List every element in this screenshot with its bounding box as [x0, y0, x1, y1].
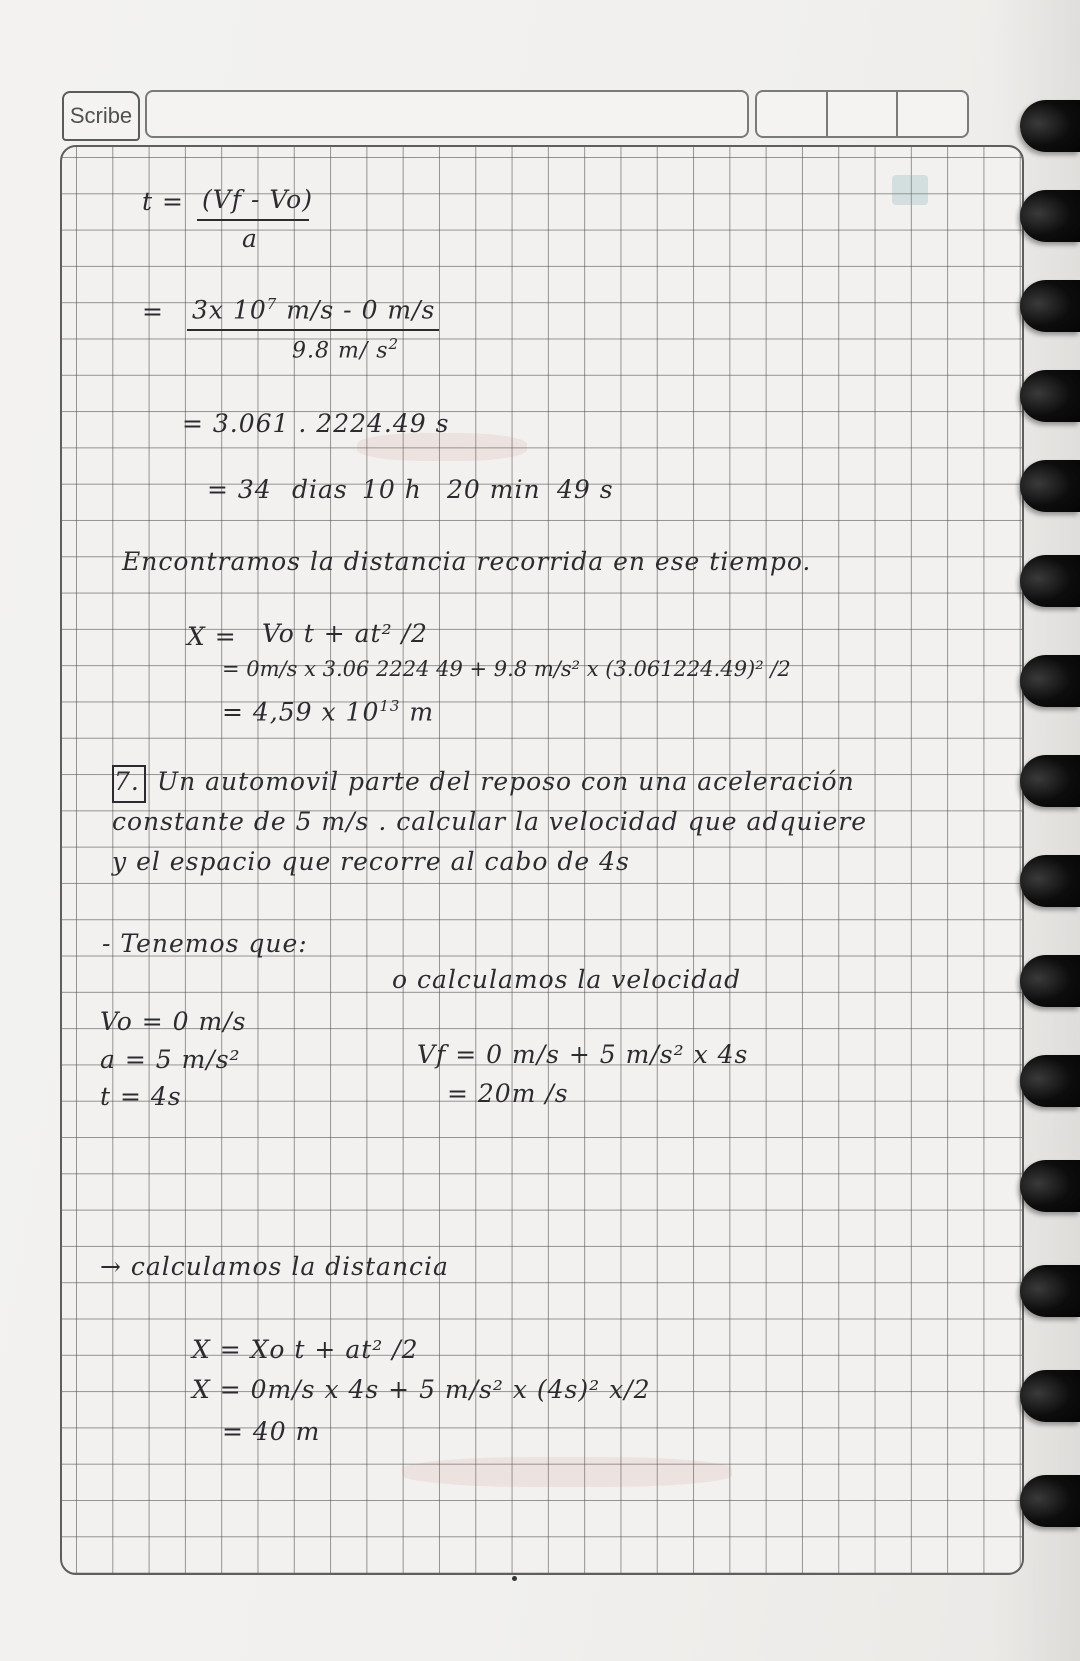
x2-formula: X = Xo t + at² /2: [192, 1335, 419, 1364]
t-numerator: (Vf - Vo): [202, 185, 313, 214]
x2-substitution: X = 0m/s x 4s + 5 m/s² x (4s)² x/2: [192, 1375, 651, 1404]
bullet-distance: Encontramos la distancia recorrida en ese tiempo.: [122, 547, 812, 576]
spiral-ring: [1020, 1160, 1080, 1212]
spiral-ring: [1020, 1475, 1080, 1527]
date-cell-day: [757, 92, 828, 136]
sub-denominator: 9.8 m/ $s^2$: [292, 335, 400, 364]
x-substitution: = 0m/s x 3.06 2224 49 + 9.8 m/s² x (3.061224.49)² /2: [222, 657, 791, 681]
spiral-ring: [1020, 1265, 1080, 1317]
x2-result: = 40 m: [222, 1417, 321, 1446]
vf-formula: Vf = 0 m/s + 5 m/s² x 4s: [417, 1040, 749, 1069]
sub-equals: =: [142, 297, 164, 326]
header-date-field: [755, 90, 969, 138]
spiral-ring: [1020, 280, 1080, 332]
result-equals: = 34: [207, 475, 272, 504]
spiral-ring: [1020, 370, 1080, 422]
spiral-ring: [1020, 855, 1080, 907]
result-minutes: 20 min: [447, 475, 541, 504]
given-a: a = 5 m/s²: [100, 1045, 241, 1074]
spiral-ring: [1020, 460, 1080, 512]
problem-line-1: Un automovil parte del reposo con una aceleración: [157, 767, 855, 796]
spiral-ring: [1020, 955, 1080, 1007]
x-result: = 4,59 x $10^{13}$ m: [222, 697, 435, 727]
calc-distance-heading: → calculamos la distancia: [100, 1252, 449, 1281]
t-denominator: a: [242, 224, 258, 253]
brand-logo: [62, 91, 140, 141]
result-seconds: = 3.061 . 2224.49 s: [182, 409, 450, 438]
t-label: t =: [142, 187, 184, 216]
spiral-ring: [1020, 655, 1080, 707]
calc-velocity-heading: o calculamos la velocidad: [392, 965, 742, 994]
spiral-ring: [1020, 1055, 1080, 1107]
ink-dot: [512, 1576, 517, 1581]
paper-stain: [892, 175, 928, 205]
x-formula-rhs: Vo t + at² /2: [262, 619, 428, 648]
spiral-ring: [1020, 755, 1080, 807]
x-formula-lhs: X =: [187, 622, 237, 651]
date-cell-year: [898, 92, 967, 136]
spiral-ring: [1020, 190, 1080, 242]
fraction-bar: [187, 329, 439, 331]
given-t: t = 4s: [100, 1082, 182, 1111]
given-vo: Vo = 0 m/s: [100, 1007, 247, 1036]
problem-number: 7.: [114, 767, 140, 796]
date-cell-month: [828, 92, 899, 136]
fraction-bar: [197, 219, 309, 221]
tenemos-heading: - Tenemos que:: [102, 929, 308, 958]
result-hours: 10 h: [362, 475, 422, 504]
problem-line-2: constante de 5 m/s . calcular la velocidad que adquiere: [112, 807, 868, 836]
header-title-field: [145, 90, 749, 138]
grid-writing-area: [60, 145, 1024, 1575]
result-days: dias: [292, 475, 348, 504]
problem-line-3: y el espacio que recorre al cabo de 4s: [112, 847, 630, 876]
result-secs: 49 s: [557, 475, 614, 504]
spiral-ring: [1020, 100, 1080, 152]
sub-numerator: 3x $10^7$ m/s - 0 m/s: [192, 295, 436, 325]
vf-result: = 20m /s: [447, 1079, 569, 1108]
spiral-ring: [1020, 555, 1080, 607]
spiral-ring: [1020, 1370, 1080, 1422]
paper-stain: [402, 1457, 732, 1487]
brand-name: Scribe: [69, 103, 133, 128]
